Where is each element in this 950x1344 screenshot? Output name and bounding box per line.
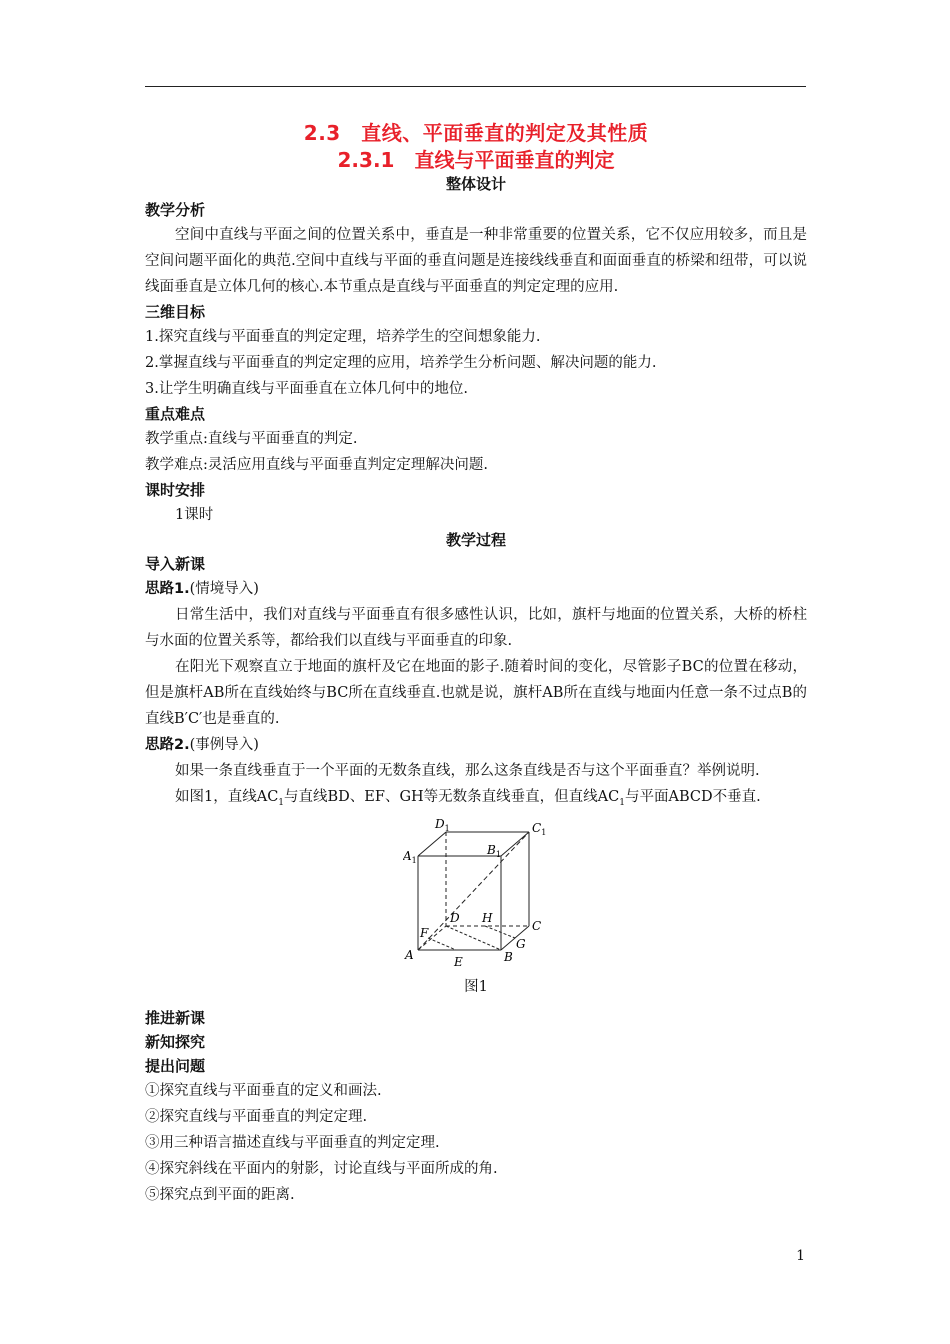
intro-heading: 导入新课 [145, 555, 206, 573]
advance-heading: 推进新课 [145, 1008, 206, 1027]
analysis-heading: 教学分析 [145, 201, 206, 219]
goal-item: 1.探究直线与平面垂直的判定定理，培养学生的空间想象能力. [145, 329, 541, 345]
teaching-difficulty: 教学难点:灵活应用直线与平面垂直判定定理解决问题. [145, 457, 488, 473]
teaching-focus: 教学重点:直线与平面垂直的判定. [145, 431, 358, 447]
idea1-title [145, 576, 807, 602]
question-item: ④探究斜线在平面内的射影，讨论直线与平面所成的角. [145, 1160, 498, 1177]
idea2-type: (事例导入) [189, 737, 259, 753]
label-d1: $D_1$ [435, 817, 450, 833]
idea1-type: (情境导入) [189, 581, 259, 597]
goal-item: 3.让学生明确直线与平面垂直在立体几何中的地位. [145, 381, 468, 397]
line-gh [485, 926, 515, 938]
label-b1: $B_1$ [487, 842, 501, 859]
idea2-paragraph-1: 如果一条直线垂直于一个平面的无数条直线，那么这条直线是否与这个平面垂直？举例说明. [175, 763, 760, 779]
question-item: ③用三种语言描述直线与平面垂直的判定定理. [145, 1134, 440, 1151]
question-item: ⑤探究点到平面的距离. [145, 1186, 295, 1203]
subsection-title: 2.3.1 直线与平面垂直的判定 [337, 148, 615, 172]
schedule-text: 1课时 [175, 507, 214, 523]
goals-heading: 三维目标 [145, 303, 206, 321]
idea1-paragraph-2: 在阳光下观察直立于地面的旗杆及它在地面的影子.随着时间的变化，尽管影子BC的位置在移动，但是旗杆AB所在直线始终与BC所在直线垂直.也就是说，旗杆AB所在直线与地面内任意一条不过点B的直线B′C′也是垂直的. [145, 659, 807, 727]
idea1-label: 思路1. [145, 581, 190, 597]
label-c1: $C_1$ [532, 820, 547, 837]
label-d: D [450, 910, 460, 925]
section-title: 2.3 直线、平面垂直的判定及其性质 [303, 121, 649, 145]
questions-heading: 提出问题 [145, 1056, 206, 1075]
key-points-heading: 重点难点 [145, 405, 206, 423]
diagonal-ac1 [418, 832, 529, 950]
cube-figure [145, 818, 807, 968]
idea2-paragraph-2: 如图1，直线$AC_1$与直线BD、EF、GH等无数条直线垂直，但直线$AC_1$与平面ABCD不垂直. [175, 789, 761, 808]
process-heading: 教学过程 [445, 531, 506, 549]
line-ef [428, 938, 456, 950]
header-rule [145, 86, 806, 87]
idea2-title [145, 732, 807, 758]
edge-a1d1 [418, 832, 446, 856]
new-knowledge-heading: 新知探究 [145, 1032, 206, 1051]
overall-design-heading: 整体设计 [445, 175, 506, 193]
label-g: G [516, 936, 526, 951]
label-c: C [532, 918, 542, 933]
label-e: E [454, 954, 463, 968]
document-body [145, 120, 807, 1208]
cube-diagram [403, 818, 553, 968]
analysis-paragraph: 空间中直线与平面之间的位置关系中，垂直是一种非常重要的位置关系，它不仅应用较多，而且是空间问题平面化的典范.空间中直线与平面的垂直问题是连接线线垂直和面面垂直的桥梁和纽带，可以说线面垂直是立体几何的核心.本节重点是直线与平面垂直的判定定理的应用. [145, 227, 807, 295]
label-b: B [504, 949, 513, 964]
figure-caption: 图1 [464, 978, 488, 995]
label-a1: $A_1$ [403, 848, 417, 865]
schedule-heading: 课时安排 [145, 481, 206, 499]
idea1-paragraph-1: 日常生活中，我们对直线与平面垂直有很多感性认识，比如，旗杆与地面的位置关系，大桥的桥柱与水面的位置关系等，都给我们以直线与平面垂直的印象. [145, 607, 807, 649]
line-bd [446, 926, 501, 950]
label-f: F [420, 925, 429, 940]
question-item: ①探究直线与平面垂直的定义和画法. [145, 1082, 382, 1099]
edge-b1c1 [501, 832, 529, 856]
question-item: ②探究直线与平面垂直的判定定理. [145, 1108, 368, 1125]
label-a: A [405, 947, 414, 962]
goal-item: 2.掌握直线与平面垂直的判定定理的应用，培养学生分析问题、解决问题的能力. [145, 355, 657, 371]
page-number: 1 [796, 1248, 805, 1264]
idea2-label: 思路2. [145, 737, 190, 753]
label-h: H [482, 910, 493, 925]
